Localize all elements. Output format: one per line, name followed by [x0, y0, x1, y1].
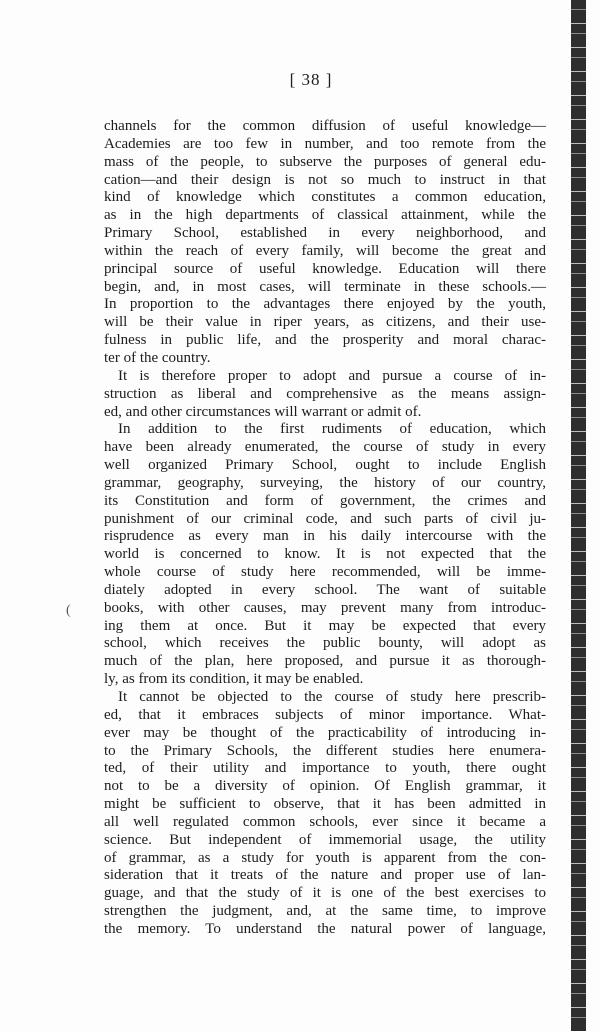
scan-edge-border [571, 0, 586, 1031]
text-line: Academies are too few in number, and too remote from the [104, 135, 546, 152]
text-line: within the reach of every family, will become the great and [104, 242, 546, 259]
margin-mark: ( [66, 603, 71, 618]
text-line: books, with other causes, may prevent many from introduc- [104, 599, 546, 616]
text-line: fulness in public life, and the prosperity and moral charac- [104, 332, 546, 349]
text-line: ed, that it embraces subjects of minor importance. What- [104, 706, 546, 723]
text-line: not to be a diversity of opinion. Of English grammar, it [104, 778, 546, 795]
text-line: kind of knowledge which constitutes a common education, [104, 189, 546, 206]
text-line: school, which receives the public bounty, will adopt as [104, 635, 546, 652]
text-line: channels for the common diffusion of useful knowledge— [104, 118, 546, 134]
text-line: its Constitution and form of government, the crimes and [104, 492, 546, 509]
text-line: well organized Primary School, ought to include English [104, 457, 546, 474]
text-line: of grammar, as a study for youth is apparent from the con- [104, 849, 546, 866]
text-line: will be their value in riper years, as citizens, and their use- [104, 314, 546, 331]
text-line: guage, and that the study of it is one of the best exercises to [104, 885, 546, 902]
text-line: diately adopted in every school. The want of suitable [104, 581, 546, 598]
text-line: all well regulated common schools, ever since it became a [104, 813, 546, 830]
text-line: ly, as from its condition, it may be enabled. [104, 671, 364, 688]
text-line: the memory. To understand the natural power of language, [104, 920, 546, 937]
text-line: mass of the people, to subserve the purposes of general edu- [104, 153, 546, 170]
text-line: ed, and other circumstances will warrant or admit of. [104, 403, 422, 420]
text-line: It is therefore proper to adopt and pursue a course of in- [118, 367, 546, 384]
text-line: punishment of our criminal code, and such parts of civil ju- [104, 510, 546, 527]
text-line: strengthen the judgment, and, at the same time, to improve [104, 903, 546, 920]
text-line: have been already enumerated, the course of study in every [104, 439, 546, 456]
text-line: begin, and, in most cases, will terminate in these schools.— [104, 278, 546, 295]
text-line: whole course of study here recommended, will be imme- [104, 564, 546, 581]
text-line: as in the high departments of classical attainment, while the [104, 207, 546, 224]
page-body-text [104, 118, 546, 939]
text-line: principal source of useful knowledge. Education will there [104, 260, 546, 277]
text-line: In proportion to the advantages there enjoyed by the youth, [104, 296, 546, 313]
text-line: ter of the country. [104, 349, 211, 366]
text-line: to the Primary Schools, the different studies here enumera- [104, 742, 546, 759]
text-line: grammar, geography, surveying, the history of our country, [104, 474, 546, 491]
text-line: science. But independent of immemorial usage, the utility [104, 831, 546, 848]
text-line: ever may be thought of the practicability of introducing in- [104, 724, 546, 741]
text-line: might be sufficient to observe, that it has been admitted in [104, 796, 546, 813]
text-line: It cannot be objected to the course of study here prescrib- [118, 689, 546, 705]
text-line: sideration that it treats of the nature and proper use of lan- [104, 867, 546, 884]
text-line: risprudence as every man in his daily intercourse with the [104, 528, 546, 545]
text-line: Primary School, established in every neighborhood, and [104, 225, 546, 242]
text-line: much of the plan, here proposed, and pursue it as thorough- [104, 653, 546, 670]
text-line: ted, of their utility and importance to youth, there ought [104, 760, 546, 777]
text-line: struction as liberal and comprehensive as the means assign- [104, 385, 546, 402]
text-line: world is concerned to know. It is not expected that the [104, 546, 546, 563]
text-line: cation—and their design is not so much to instruct in that [104, 171, 546, 188]
text-line: ing them at once. But it may be expected that every [104, 617, 546, 634]
page-number: [ 38 ] [289, 70, 333, 89]
text-line: In addition to the first rudiments of education, which [118, 421, 546, 438]
